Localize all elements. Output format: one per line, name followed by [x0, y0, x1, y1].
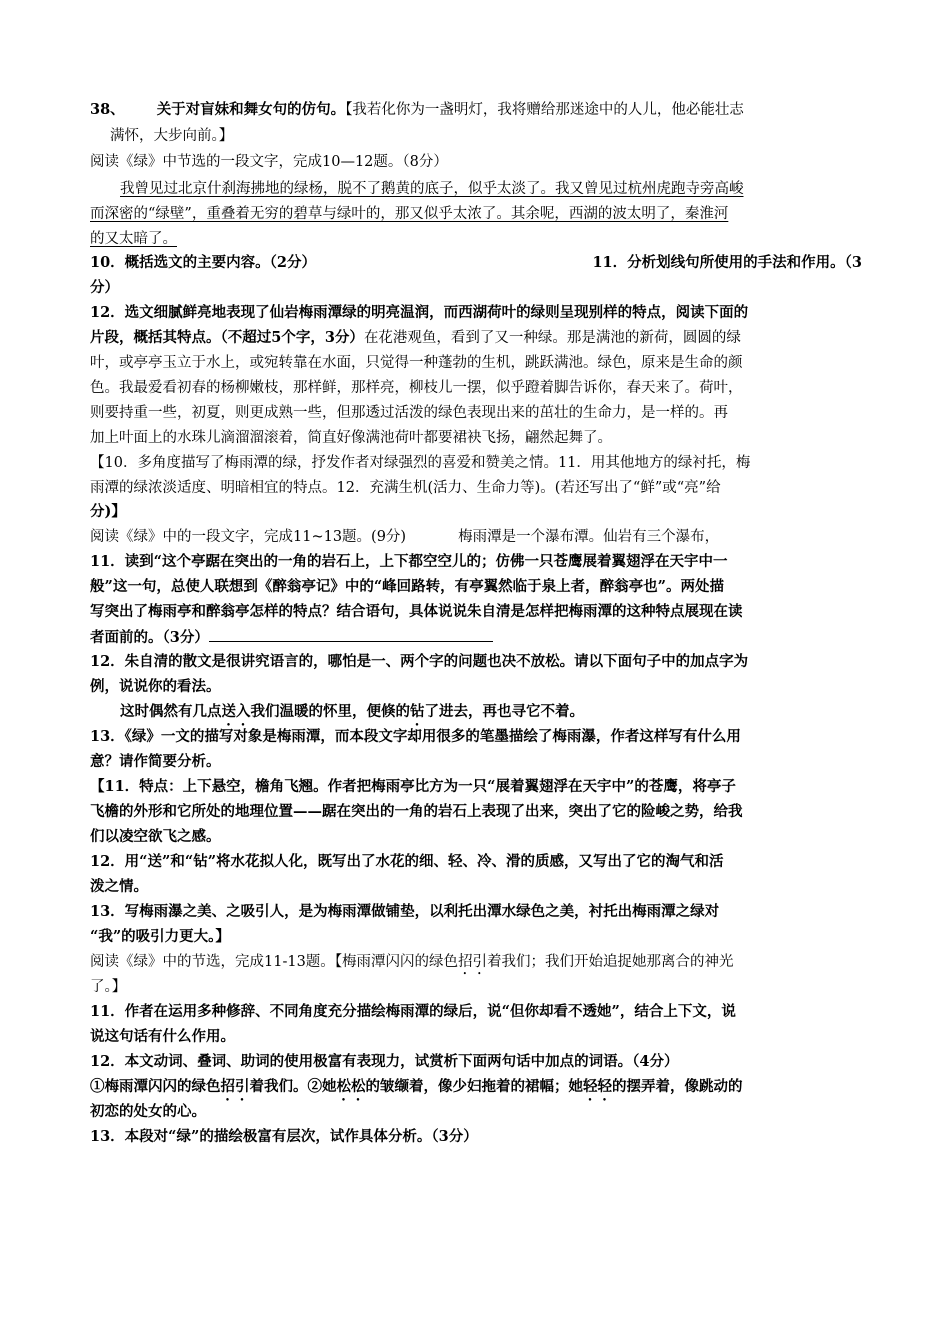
- answer2-line-7: “我”的吸引力更大。】: [90, 928, 230, 945]
- p2-q11-line-4: [90, 625, 862, 650]
- answer1-line-2: 雨潭的绿浓淡适度、明暗相宜的特点。12．充满生机(活力、生命力等)。(若还写出了“鲜”或“亮”给: [90, 480, 721, 496]
- p3-q11-line-2: 说这句话有什么作用。: [90, 1028, 235, 1045]
- answer2-line-5: 泼之情。: [90, 878, 148, 895]
- q38-title: 关于对盲妹和舞女句的仿句。: [156, 101, 346, 118]
- q38-number: 38、: [90, 101, 125, 118]
- passage3-excerpt-2: 着我们；我们开始追捉她那离合的神光: [487, 954, 734, 970]
- q12-line-3: 叶，或亭亭玉立于水上，或宛转靠在水面，只觉得一种蓬勃的生机，跳跃满池。绿色，原来是生命的颜: [90, 355, 743, 371]
- passage3-excerpt-1: 【梅雨潭闪闪的绿色: [334, 954, 459, 970]
- passage1-text-1: 我曾见过北京什刹海拂地的绿杨，脱不了鹅黄的底子，似乎太淡了。我又曾见过杭州虎跑寺旁高峻: [120, 181, 744, 197]
- sentence1-part-2: 着我们。②她: [249, 1078, 337, 1095]
- sentence2-part-2: 的摆弄着，像跳动的: [612, 1078, 743, 1095]
- p3-q12-line-1: 12．本文动词、叠词、助词的使用极富有表现力，试赏析下面两句话中加点的词语。（4分）: [90, 1053, 679, 1070]
- q10-11-line: [90, 251, 862, 275]
- answer2-line-4: 12．用“送”和“钻”将水花拟人化，既写出了水花的细、轻、冷、滑的质感，又写出了它的淘气和活: [90, 853, 724, 870]
- q12-prompt: 片段，概括其特点。（不超过5个字，3分）: [90, 329, 364, 346]
- p3-q12-line-3: 初恋的处女的心。: [90, 1103, 206, 1120]
- sentence1-part-1: ①梅雨潭闪闪的绿色: [90, 1078, 221, 1095]
- q38-line-1: [90, 98, 862, 122]
- answer2-line-1: 【11．特点：上下悬空，檐角飞翘。作者把梅雨亭比方为一只“展着翼翅浮在天宇中”的苍鹰，将亭子: [90, 778, 736, 795]
- dotted-word-zhaoyin: 招引: [458, 954, 488, 970]
- example-part-1: 这时偶然有几点: [120, 703, 222, 720]
- passage2-excerpt: 梅雨潭是一个瀑布潭。仙岩有三个瀑布，: [458, 529, 720, 545]
- answer2-line-6: 13．写梅雨瀑之美、之吸引人，是为梅雨潭做铺垫，以利托出潭水绿色之美，衬托出梅雨潭之绿对: [90, 903, 720, 920]
- q12-line-1: 12．选文细腻鲜亮地表现了仙岩梅雨潭绿的明亮温润，而西湖荷叶的绿则呈现别样的特点，阅读下面的: [90, 304, 749, 321]
- answer1-line-1: 【10．多角度描写了梅雨潭的绿，抒发作者对绿强烈的喜爱和赞美之情。11．用其他地方的绿衬托，梅: [90, 455, 751, 471]
- dotted-word-songsong: 松松: [336, 1078, 366, 1095]
- q11: 11．分析划线句所使用的手法和作用。（3: [592, 254, 862, 271]
- q12-line-5: 则要持重一些，初夏，则更成熟一些，但那透过活泼的绿色表现出来的茁壮的生命力，是一样的。再: [90, 405, 728, 421]
- p3-q11-line-1: 11．作者在运用多种修辞、不同角度充分描绘梅雨潭的绿后，说“但你却看不透她”，结合上下文，说: [90, 1003, 736, 1020]
- p2-q12-line-2: 例，说说你的看法。: [90, 678, 221, 695]
- p2-q11-line-1: 11．读到“这个亭踞在突出的一角的岩石上，上下都空空儿的；仿佛一只苍鹰展着翼翅浮在天宇中一: [90, 553, 728, 570]
- example-part-2: 我们温暖的怀里，便倏的: [250, 703, 410, 720]
- passage1-instruction: 阅读《绿》中节选的一段文字，完成10—12题。（8分）: [90, 154, 448, 170]
- passage2-task: 阅读《绿》中的一段文字，完成11~13题。(9分): [90, 529, 407, 545]
- dotted-word-qingqing: 轻轻: [583, 1078, 612, 1095]
- passage1-text-2: 而深密的“绿壁”，重叠着无穷的碧草与绿叶的，那又似乎太浓了。其余呢，西湖的波太明了，秦淮河: [90, 206, 729, 222]
- passage3-instruction: [90, 950, 862, 978]
- q38-answer: 【我若化你为一盏明灯，我将赠给那迷途中的人儿，他必能壮志: [345, 102, 744, 118]
- passage3-cont: 了。】: [90, 979, 127, 995]
- answer2-line-3: 们以凌空欲飞之感。: [90, 828, 221, 845]
- sentence2-part-1: 的皱缬着，像少妇拖着的裙幅；她: [365, 1078, 583, 1095]
- p3-q13-line-1: 13．本段对“绿”的描绘极富有层次，试作具体分析。（3分）: [90, 1128, 478, 1145]
- dotted-word-zuan: 钻: [410, 703, 425, 720]
- p2-q13-line-1: 13．《绿》一文的描写对象是梅雨潭，而本段文字却用很多的笔墨描绘了梅雨瀑，作者这样写有什么用: [90, 728, 741, 745]
- answer1-line-3: 分)】: [90, 503, 126, 520]
- dotted-word-zhaoyin-2: 招引: [220, 1078, 250, 1095]
- p2-q13-line-2: 意？请作简要分析。: [90, 753, 221, 770]
- answer-blank[interactable]: [209, 625, 493, 642]
- example-part-3: 了进去，再也寻它不着。: [424, 703, 584, 720]
- q12-excerpt: 在花港观鱼，看到了又一种绿。那是满池的新荷，圆圆的绿: [363, 330, 741, 346]
- dotted-word-songru: 送入: [221, 703, 251, 720]
- p2-q11-line-2: 般”这一句，总使人联想到《醉翁亭记》中的“峰回路转，有亭翼然临于泉上者，醉翁亭也”。两处描: [90, 578, 725, 595]
- q10: 10．概括选文的主要内容。（2分）: [90, 254, 317, 271]
- q38-line-2: 满怀，大步向前。】: [110, 128, 234, 144]
- q11-cont: 分）: [90, 279, 119, 296]
- q12-line-4: 色。我最爱看初春的杨柳嫩枝，那样鲜，那样亮，柳枝儿一摆，似乎蹬着脚告诉你，春天来了。荷叶，: [90, 380, 743, 396]
- passage3-task: 阅读《绿》中的节选，完成11-13题。: [90, 954, 335, 970]
- p2-q12-line-1: 12．朱自清的散文是很讲究语言的，哪怕是一、两个字的问题也决不放松。请以下面句子中的加点字为: [90, 653, 749, 670]
- p2-q11-end: 者面前的。（3分）: [90, 629, 209, 646]
- passage1-text-3: 的又太暗了。: [90, 231, 177, 247]
- answer2-line-2: 飞檐的外形和它所处的地理位置——踞在突出的一角的岩石上表现了出来，突出了它的险峻之势，给我: [90, 803, 743, 820]
- passage2-instruction: [90, 525, 862, 549]
- p2-q11-line-3: 写突出了梅雨亭和醉翁亭怎样的特点？结合语句，具体说说朱自清是怎样把梅雨潭的这种特点展现在读: [90, 603, 743, 620]
- q12-line-6: 加上叶面上的水珠儿滴溜溜滚着，简直好像满池荷叶都要裙袂飞扬，翩然起舞了。: [90, 430, 612, 446]
- q12-line-2: [90, 326, 862, 350]
